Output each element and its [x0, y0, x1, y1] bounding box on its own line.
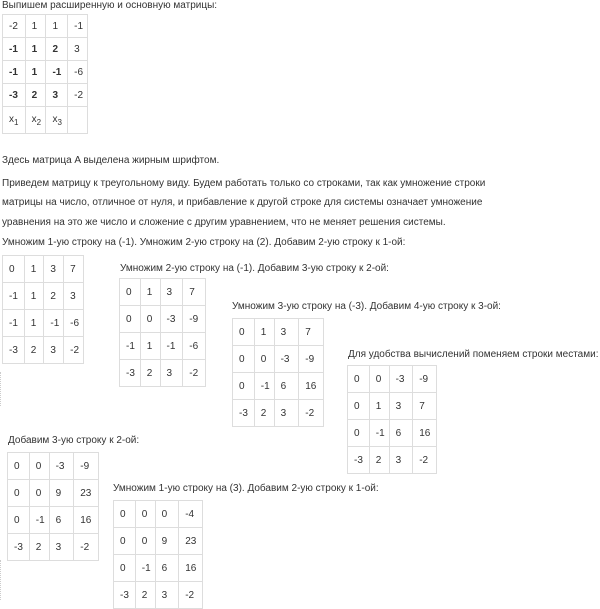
- intro-text: Выпишем расширенную и основную матрицы:: [2, 0, 218, 11]
- matrix-cell: -1: [3, 61, 26, 84]
- matrix-cell: 3: [155, 582, 179, 609]
- note-bold-text: Здесь матрица A выделена жирным шрифтом.: [2, 155, 220, 166]
- matrix-cell: 0: [140, 306, 160, 333]
- matrix-cell: -3: [49, 453, 74, 480]
- matrix-cell: 0: [8, 453, 30, 480]
- matrix-row: [3, 15, 88, 38]
- matrix-cell: -1: [3, 283, 25, 310]
- matrix-cell: 0: [233, 319, 255, 346]
- matrix-cell: 1: [25, 61, 46, 84]
- matrix-cell: 0: [120, 279, 141, 306]
- matrix-cell: -6: [64, 310, 84, 337]
- matrix-cell: 3: [274, 400, 299, 427]
- matrix-cell: -3: [3, 84, 26, 107]
- step-3-matrix: [232, 318, 324, 427]
- matrix-row: [348, 393, 437, 420]
- matrix-cell: 0: [135, 528, 155, 555]
- matrix-cell: -3: [233, 400, 255, 427]
- step-3-caption: Умножим 3-ую строку на (-3). Добавим 4-ую строку к 3-ой:: [232, 301, 501, 312]
- paragraph-line-2: матрицы на число, отличное от нуля, и прибавление к другой строке для системы означает умножение: [2, 197, 483, 208]
- matrix-cell: 0: [3, 256, 25, 283]
- matrix-cell: 6: [274, 373, 299, 400]
- matrix-cell: 2: [254, 400, 274, 427]
- matrix-row: [114, 528, 203, 555]
- matrix-cell: 0: [29, 453, 49, 480]
- matrix-cell: -1: [44, 310, 64, 337]
- step-5-matrix: [7, 452, 99, 561]
- step-4-matrix: [347, 365, 437, 474]
- matrix-row: [114, 555, 203, 582]
- matrix-cell: 3: [46, 84, 68, 107]
- matrix-cell: 3: [44, 337, 64, 364]
- matrix-cell: 1: [24, 310, 44, 337]
- matrix-cell: -2: [68, 84, 88, 107]
- matrix-row: [120, 360, 206, 387]
- matrix-cell: 0: [114, 528, 136, 555]
- matrix-cell: -9: [299, 346, 324, 373]
- matrix-cell: -2: [74, 534, 99, 561]
- matrix-cell: -3: [274, 346, 299, 373]
- matrix-cell: 3: [389, 393, 413, 420]
- matrix-row: [120, 279, 206, 306]
- matrix-cell: 0: [135, 501, 155, 528]
- matrix-cell: 3: [160, 279, 183, 306]
- matrix-cell: 3: [274, 319, 299, 346]
- matrix-cell: 1: [24, 256, 44, 283]
- matrix-cell: -3: [8, 534, 30, 561]
- step-6-matrix: [113, 500, 203, 609]
- step-2-matrix: [119, 278, 206, 387]
- matrix-cell: 3: [389, 447, 413, 474]
- step-1-matrix: [2, 255, 84, 364]
- matrix-row: [233, 400, 324, 427]
- matrix-cell: 1: [369, 393, 389, 420]
- matrix-cell: 0: [114, 501, 136, 528]
- matrix-row: [114, 582, 203, 609]
- matrix-cell: -4: [179, 501, 203, 528]
- matrix-row: [233, 319, 324, 346]
- matrix-cell: -2: [3, 15, 26, 38]
- matrix-cell: 2: [135, 582, 155, 609]
- matrix-row: [348, 420, 437, 447]
- matrix-cell: -6: [183, 333, 206, 360]
- matrix-cell: 16: [179, 555, 203, 582]
- matrix-cell: 16: [413, 420, 437, 447]
- matrix-cell: 2: [369, 447, 389, 474]
- matrix-row: [3, 337, 84, 364]
- matrix-cell: 0: [233, 346, 255, 373]
- step-6-caption: Умножим 1-ую строку на (3). Добавим 2-ую строку к 1-ой:: [113, 483, 379, 494]
- matrix-cell: -3: [160, 306, 183, 333]
- matrix-cell: 6: [155, 555, 179, 582]
- matrix-cell: -1: [3, 310, 25, 337]
- matrix-row: [348, 366, 437, 393]
- matrix-cell: 2: [24, 337, 44, 364]
- matrix-row: [3, 256, 84, 283]
- step-1-caption: Умножим 1-ую строку на (-1). Умножим 2-ую строку на (2). Добавим 2-ую строку к 1-ой:: [2, 237, 406, 248]
- matrix-cell: 0: [120, 306, 141, 333]
- matrix-cell: -1: [160, 333, 183, 360]
- variable-cell: $x_3$: [46, 107, 68, 134]
- matrix-cell: -9: [413, 366, 437, 393]
- matrix-cell: 1: [24, 283, 44, 310]
- matrix-row: [233, 373, 324, 400]
- matrix-cell: -1: [29, 507, 49, 534]
- matrix-cell: 1: [25, 38, 46, 61]
- matrix-cell: 1: [46, 15, 68, 38]
- variables-row: [3, 107, 88, 134]
- matrix-cell: -2: [413, 447, 437, 474]
- matrix-row: [3, 283, 84, 310]
- matrix-cell: 2: [46, 38, 68, 61]
- matrix-cell: -2: [64, 337, 84, 364]
- matrix-cell: 0: [114, 555, 136, 582]
- matrix-cell: 1: [25, 15, 46, 38]
- step-5-caption: Добавим 3-ую строку к 2-ой:: [8, 435, 140, 446]
- matrix-cell: 2: [29, 534, 49, 561]
- matrix-cell: 1: [140, 279, 160, 306]
- matrix-cell: 0: [369, 366, 389, 393]
- matrix-cell: -3: [114, 582, 136, 609]
- matrix-cell: 2: [44, 283, 64, 310]
- empty-cell: [68, 107, 88, 134]
- matrix-cell: -2: [179, 582, 203, 609]
- matrix-cell: 3: [160, 360, 183, 387]
- matrix-cell: -3: [348, 447, 370, 474]
- matrix-cell: -1: [46, 61, 68, 84]
- paragraph-line-3: уравнения на это же число и сложение с другим уравнением, что не меняет решения системы.: [2, 217, 446, 228]
- matrix-cell: 16: [74, 507, 99, 534]
- dotted-margin-mark: [0, 560, 3, 600]
- matrix-cell: -1: [68, 15, 88, 38]
- matrix-cell: -1: [120, 333, 141, 360]
- matrix-cell: 0: [348, 393, 370, 420]
- matrix-cell: 0: [254, 346, 274, 373]
- matrix-cell: 3: [44, 256, 64, 283]
- matrix-cell: 23: [74, 480, 99, 507]
- matrix-cell: 23: [179, 528, 203, 555]
- matrix-cell: 7: [413, 393, 437, 420]
- matrix-row: [3, 38, 88, 61]
- matrix-cell: -3: [3, 337, 25, 364]
- matrix-row: [120, 333, 206, 360]
- matrix-row: [3, 310, 84, 337]
- matrix-cell: -6: [68, 61, 88, 84]
- matrix-row: [8, 480, 99, 507]
- paragraph-line-1: Приведем матрицу к треугольному виду. Будем работать только со строками, так как умножение строки: [2, 178, 486, 189]
- matrix-cell: 0: [233, 373, 255, 400]
- variable-cell: $x_2$: [25, 107, 46, 134]
- matrix-cell: -3: [120, 360, 141, 387]
- matrix-cell: -2: [299, 400, 324, 427]
- matrix-cell: -2: [183, 360, 206, 387]
- matrix-cell: -9: [74, 453, 99, 480]
- matrix-cell: -9: [183, 306, 206, 333]
- matrix-cell: 16: [299, 373, 324, 400]
- matrix-cell: 2: [25, 84, 46, 107]
- variable-cell: $x_1$: [3, 107, 26, 134]
- matrix-row: [8, 453, 99, 480]
- matrix-cell: 0: [348, 420, 370, 447]
- matrix-cell: 0: [155, 501, 179, 528]
- matrix-cell: 6: [49, 507, 74, 534]
- augmented-matrix: [2, 14, 88, 134]
- matrix-cell: 9: [49, 480, 74, 507]
- step-2-caption: Умножим 2-ую строку на (-1). Добавим 3-ую строку к 2-ой:: [120, 263, 389, 274]
- matrix-row: [8, 534, 99, 561]
- matrix-cell: 3: [64, 283, 84, 310]
- matrix-cell: -3: [389, 366, 413, 393]
- matrix-cell: 2: [140, 360, 160, 387]
- step-4-caption: Для удобства вычислений поменяем строки местами:: [348, 349, 599, 360]
- matrix-cell: 3: [49, 534, 74, 561]
- matrix-cell: -1: [135, 555, 155, 582]
- matrix-cell: 1: [254, 319, 274, 346]
- matrix-row: [3, 61, 88, 84]
- matrix-cell: 0: [8, 480, 30, 507]
- matrix-cell: 9: [155, 528, 179, 555]
- matrix-row: [8, 507, 99, 534]
- matrix-cell: 7: [299, 319, 324, 346]
- matrix-cell: -1: [254, 373, 274, 400]
- matrix-cell: 0: [29, 480, 49, 507]
- matrix-cell: -1: [369, 420, 389, 447]
- matrix-cell: -1: [3, 38, 26, 61]
- matrix-row: [114, 501, 203, 528]
- matrix-cell: 1: [140, 333, 160, 360]
- matrix-cell: 6: [389, 420, 413, 447]
- matrix-cell: 0: [348, 366, 370, 393]
- matrix-row: [233, 346, 324, 373]
- dotted-margin-mark: [0, 372, 3, 406]
- matrix-cell: 7: [183, 279, 206, 306]
- matrix-cell: 3: [68, 38, 88, 61]
- matrix-row: [348, 447, 437, 474]
- matrix-cell: 0: [8, 507, 30, 534]
- matrix-row: [3, 84, 88, 107]
- matrix-row: [120, 306, 206, 333]
- matrix-cell: 7: [64, 256, 84, 283]
